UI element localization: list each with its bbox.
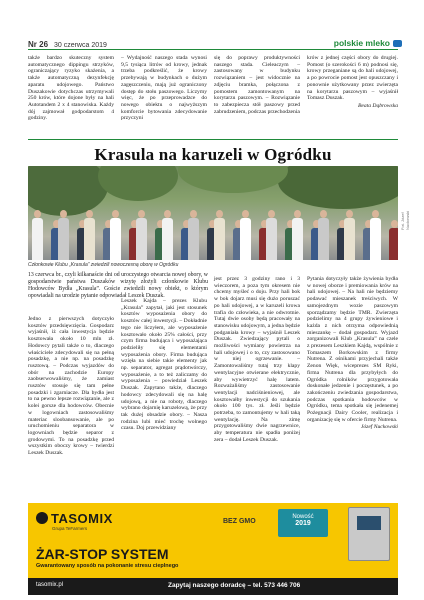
person-figure bbox=[32, 218, 43, 260]
person-figure bbox=[188, 218, 199, 260]
person-head bbox=[86, 210, 93, 218]
ad-logo-text: TASOMIX bbox=[51, 511, 113, 526]
top-column-3 bbox=[214, 55, 300, 116]
body-column-3 bbox=[214, 276, 300, 445]
photo-credit: Fot. Józef Nuckowski bbox=[400, 210, 410, 230]
cow-icon bbox=[393, 40, 402, 47]
person-figure bbox=[370, 218, 381, 260]
header-rule bbox=[28, 49, 398, 50]
brand-name: polskie mleko bbox=[333, 38, 390, 48]
photo-caption: Członkowie Klubu „Krasula” zwiedzili nowoczesną oborę w Ogródku bbox=[28, 262, 179, 268]
ad-contact-bar bbox=[28, 578, 398, 595]
person-head bbox=[138, 210, 145, 218]
article-lead: 13 czerwca br., czyli kilkanaście dni od uroczystego otwarcia nowej obory, w gospodarstwie państwa Duszaków wizytę złożyli członkowie Klubu Hodowców Bydła „Krasula”. Goście zwiedzili nowy obiekt, o którym opowiadali na urodzie pytanie odpowiadał Leszek Duszak. bbox=[28, 272, 208, 299]
body-column-4 bbox=[307, 276, 398, 431]
issue-number: Nr 26 bbox=[28, 40, 49, 49]
ad-title: ŻAR-STOP SYSTEM bbox=[36, 546, 169, 562]
body-column-1-text: Jedno z pierwszych dotyczyło kosztów przedsięwzięcia. Gospodarz wyjaśnił, iż cała inwestycja będzie kosztowała około 10 mln zł. Hodowcy pytali także o to, dlaczego właściciele zdecydowali się na pełną posadzkę, a nie np. na posadzkę rusztową. – Podczas wyjazdów do obór na zachodzie Europy zaobserwowaliśmy, że zamiast rusztów stosuje się tam pełne posadzki i zgarniacze. Dla bydła jest to na pewno lepsze rozwiązanie, ale z kolei gorsze dla hodowców. Obecnie w logowniach zastosowaliśmy materiac sloobansowanie, ale po uruchomieniu separatora w logowniach będzie separor z grodowymi. To na posadzkę przed wszystkim oboczy krowy – twierdzi Leszek Duszak. bbox=[28, 316, 114, 457]
person-figure bbox=[136, 218, 147, 260]
person-figure bbox=[214, 218, 225, 260]
top-column-1 bbox=[28, 55, 114, 123]
issue-info bbox=[28, 40, 107, 49]
issue-date: 30 czerwca 2019 bbox=[53, 42, 107, 49]
ad-website-link[interactable]: tasomix.pl bbox=[36, 582, 64, 588]
person-head bbox=[242, 210, 249, 218]
person-figure bbox=[344, 218, 355, 260]
body-column-1 bbox=[28, 316, 114, 458]
person-figure bbox=[162, 218, 173, 260]
person-figure bbox=[318, 218, 329, 260]
author-signature: Beata Dąbrowska bbox=[357, 102, 398, 109]
top-column-4-text: krów z jednej części obory do drugiej. Pomost (o szerokości 6 m) podnosi się, krowy przeganiane są do hali udojowej, a po powrocie pomost jest opuszczany i ponownie użytkowany przez zwierzęta na korytarzu paszowym – wyjaśnił Tomasz Duszak. bbox=[307, 55, 398, 102]
person-figure bbox=[266, 218, 277, 260]
top-column-3-text: się do poprawy produktywności naszego stada. Cieleaczym – zastosowany w budynku rozwiązaniem – jest widocznie na zdjęciu bramka, połączona z pomostem zamontowanym na korytarzu paszowym. – Rozwiązanie to zabezpiecza stół paszowy przed zabrudzeniem, podczas przechodzenia bbox=[214, 55, 300, 115]
person-figure bbox=[240, 218, 251, 260]
tree-shape bbox=[98, 166, 178, 201]
product-device-icon bbox=[348, 507, 390, 561]
person-head bbox=[112, 210, 119, 218]
person-head bbox=[164, 210, 171, 218]
new-badge bbox=[278, 509, 328, 537]
person-head bbox=[294, 210, 301, 218]
group-photo bbox=[28, 166, 398, 260]
logo-mark-icon bbox=[36, 512, 48, 524]
ad-phone-contact[interactable]: Zapytaj naszego doradcę – tel. 573 446 706 bbox=[168, 582, 301, 589]
bez-gmo-label: BEZ GMO bbox=[223, 518, 256, 525]
article-headline: Krasula na karuzeli w Ogródku bbox=[94, 145, 332, 164]
person-figure bbox=[58, 218, 69, 260]
badge-line-2: 2019 bbox=[295, 520, 311, 527]
person-figure bbox=[110, 218, 121, 260]
device-screen bbox=[357, 516, 381, 530]
person-head bbox=[320, 210, 327, 218]
ad-slogan: Gwarantowany sposób na pokonanie stresu cieplnego bbox=[36, 563, 179, 569]
body-column-3-text: jest przez 3 godziny rano i 3 wieczorem, a poza tym okresem nie chcemy myśleć o doju. Przy hali bok w bok dojarz musi się dużo poruszać po hali udojowej, a w karuzeli krowa trafia do człowieka, a nie odwrotnie. Tutaj dwie osoby będą pracowały na stanowisku udojowym, a jedna będzie podganiała krowy – wyjaśnił Leszek Duszak. Zwiedzający pytali o możliwości wymiany powietrza na hali udojowej i o to, czy zastosowano w niej ogrzewanie. – Zamontowaliśmy tutaj trzy klapy wentylacyjne otwierane elektrycznie, aby wywietrzyć halę latem. Rozważaliśmy zastosowanie wentylacji nadciśnieniowej, ale kosztowałby inwestycji do szukania około 100 tys. zł. Jeśli będzie potrzeba, to zamontujemy w hali taką wentylację. Na zimę przygotowaliśmy dwie nagrzewnice, aby temperatura nie spadła poniżej zera – dodał Leszek Duszak. bbox=[214, 276, 300, 443]
body-column-4-text: Pytania dotyczyły także żywienia bydła w nowej oborze i premiowania krów na hali udojowej. – Na hali nie będziemy podawać mieszanek treściwych. W samojezdnym wozie paszowym sporządzamy będzie TMR. Zwierzęta podzielimy na 4 grupy żywieniowe i każda z nich otrzyma odpowiednią mieszankę – dodał gospodarz. Wyjazd zorganizowali Klub „Krasula” na czele z prezesem Leszkiem Kajdą, wspólnie z Tomaszem Borkowskim z firmy Nutrena. Z ośnikami przyjechali także Zenon Więk, wiceprezes SM Ryki, firma Nutrena dla przybyłych do Ogródka rolników przygotowała doskonałe jedzenie i poczęstunek, a po zakończeniu zwiedzania gospodarstwa, podczas spotkania hodowców w Ogródku, tema spotkała się jedenemej Pożegnacji Dairy Cooler, realizacja i organizację się w ofercie firmy Nutrena. bbox=[307, 276, 398, 423]
top-column-2 bbox=[121, 55, 207, 123]
top-column-1-text: także bardzo skuteczny system automatycznego dippingu strzyków, ograniczający ryzyko skażenia, a także automatyczną dezynfekcję aparatu udojowego. Państwo Duszakowie dotychczas utrzymywali 250 krów, które dojone były na hali Autotandem 2 x 4 stanowiska. Każdy dój zajmował godpodarstom 4 godziny. bbox=[28, 55, 114, 122]
brand-logo bbox=[334, 38, 402, 48]
person-head bbox=[216, 210, 223, 218]
tree-shape bbox=[178, 166, 288, 193]
tree-shape bbox=[278, 166, 398, 209]
person-figure bbox=[292, 218, 303, 260]
body-column-2-text: Leszek Kajda – prezes Klubu „Krasula” zapytał, jaki jest stosunek kosztów wyposażenia obory do kosztów całej inwestycji. – Dokładnie tego nie liczyłem, ale wyposażenie kosztowało około 25% całości, przy czym firma budująca i wyposażająca podzieliły się elementami wyposażenia obory. Firma budująca wzięła na siebie takie elementy jak np. separator, agregat prądotwórczy, wyposażenie, a to też zaliczamy do wyposażenia – powiedział Leszek Duszak. Zapytano także, dlaczego hodowcy zdecydowali się na halę udojową, a nie na roboty, dlaczego wybrano dojarnię karuzelową, że przy tak dużej obsadzie obory. – Nasza rodzina lubi mieć trochę wolnego czasu. Doj przewidziany bbox=[121, 298, 207, 432]
person-head bbox=[268, 210, 275, 218]
person-head bbox=[372, 210, 379, 218]
advertisement-banner[interactable] bbox=[28, 503, 398, 595]
person-figure bbox=[389, 228, 398, 260]
person-head bbox=[391, 220, 398, 228]
author-signature: Józef Nuckowski bbox=[360, 424, 398, 431]
person-figure bbox=[84, 218, 95, 260]
person-head bbox=[346, 210, 353, 218]
ad-logo-subtitle: Grupa TeFarmers bbox=[52, 526, 88, 531]
person-head bbox=[190, 210, 197, 218]
person-head bbox=[34, 210, 41, 218]
page-header bbox=[0, 0, 424, 52]
tasomix-logo bbox=[36, 511, 113, 526]
body-column-2 bbox=[121, 298, 207, 433]
badge-line-1: Nowość bbox=[292, 514, 314, 520]
people-group bbox=[28, 206, 398, 260]
article-divider bbox=[28, 139, 398, 140]
top-column-2-text: – Wydajność naszego stada wynosi 9,5 tysiąca litrów od krowy, jednak trzeba podkreślić, że krowy przebywają w budynkach o dużym zagęszczeniu, mają już ograniczony dostęp do stołu paszowego. Liczymy więc, że po przeprowadzce do nowego obiektu o najwyższym komforcie bytowania zdecydowanie przyczyni bbox=[121, 55, 207, 122]
person-head bbox=[60, 210, 67, 218]
top-column-4 bbox=[307, 55, 398, 110]
